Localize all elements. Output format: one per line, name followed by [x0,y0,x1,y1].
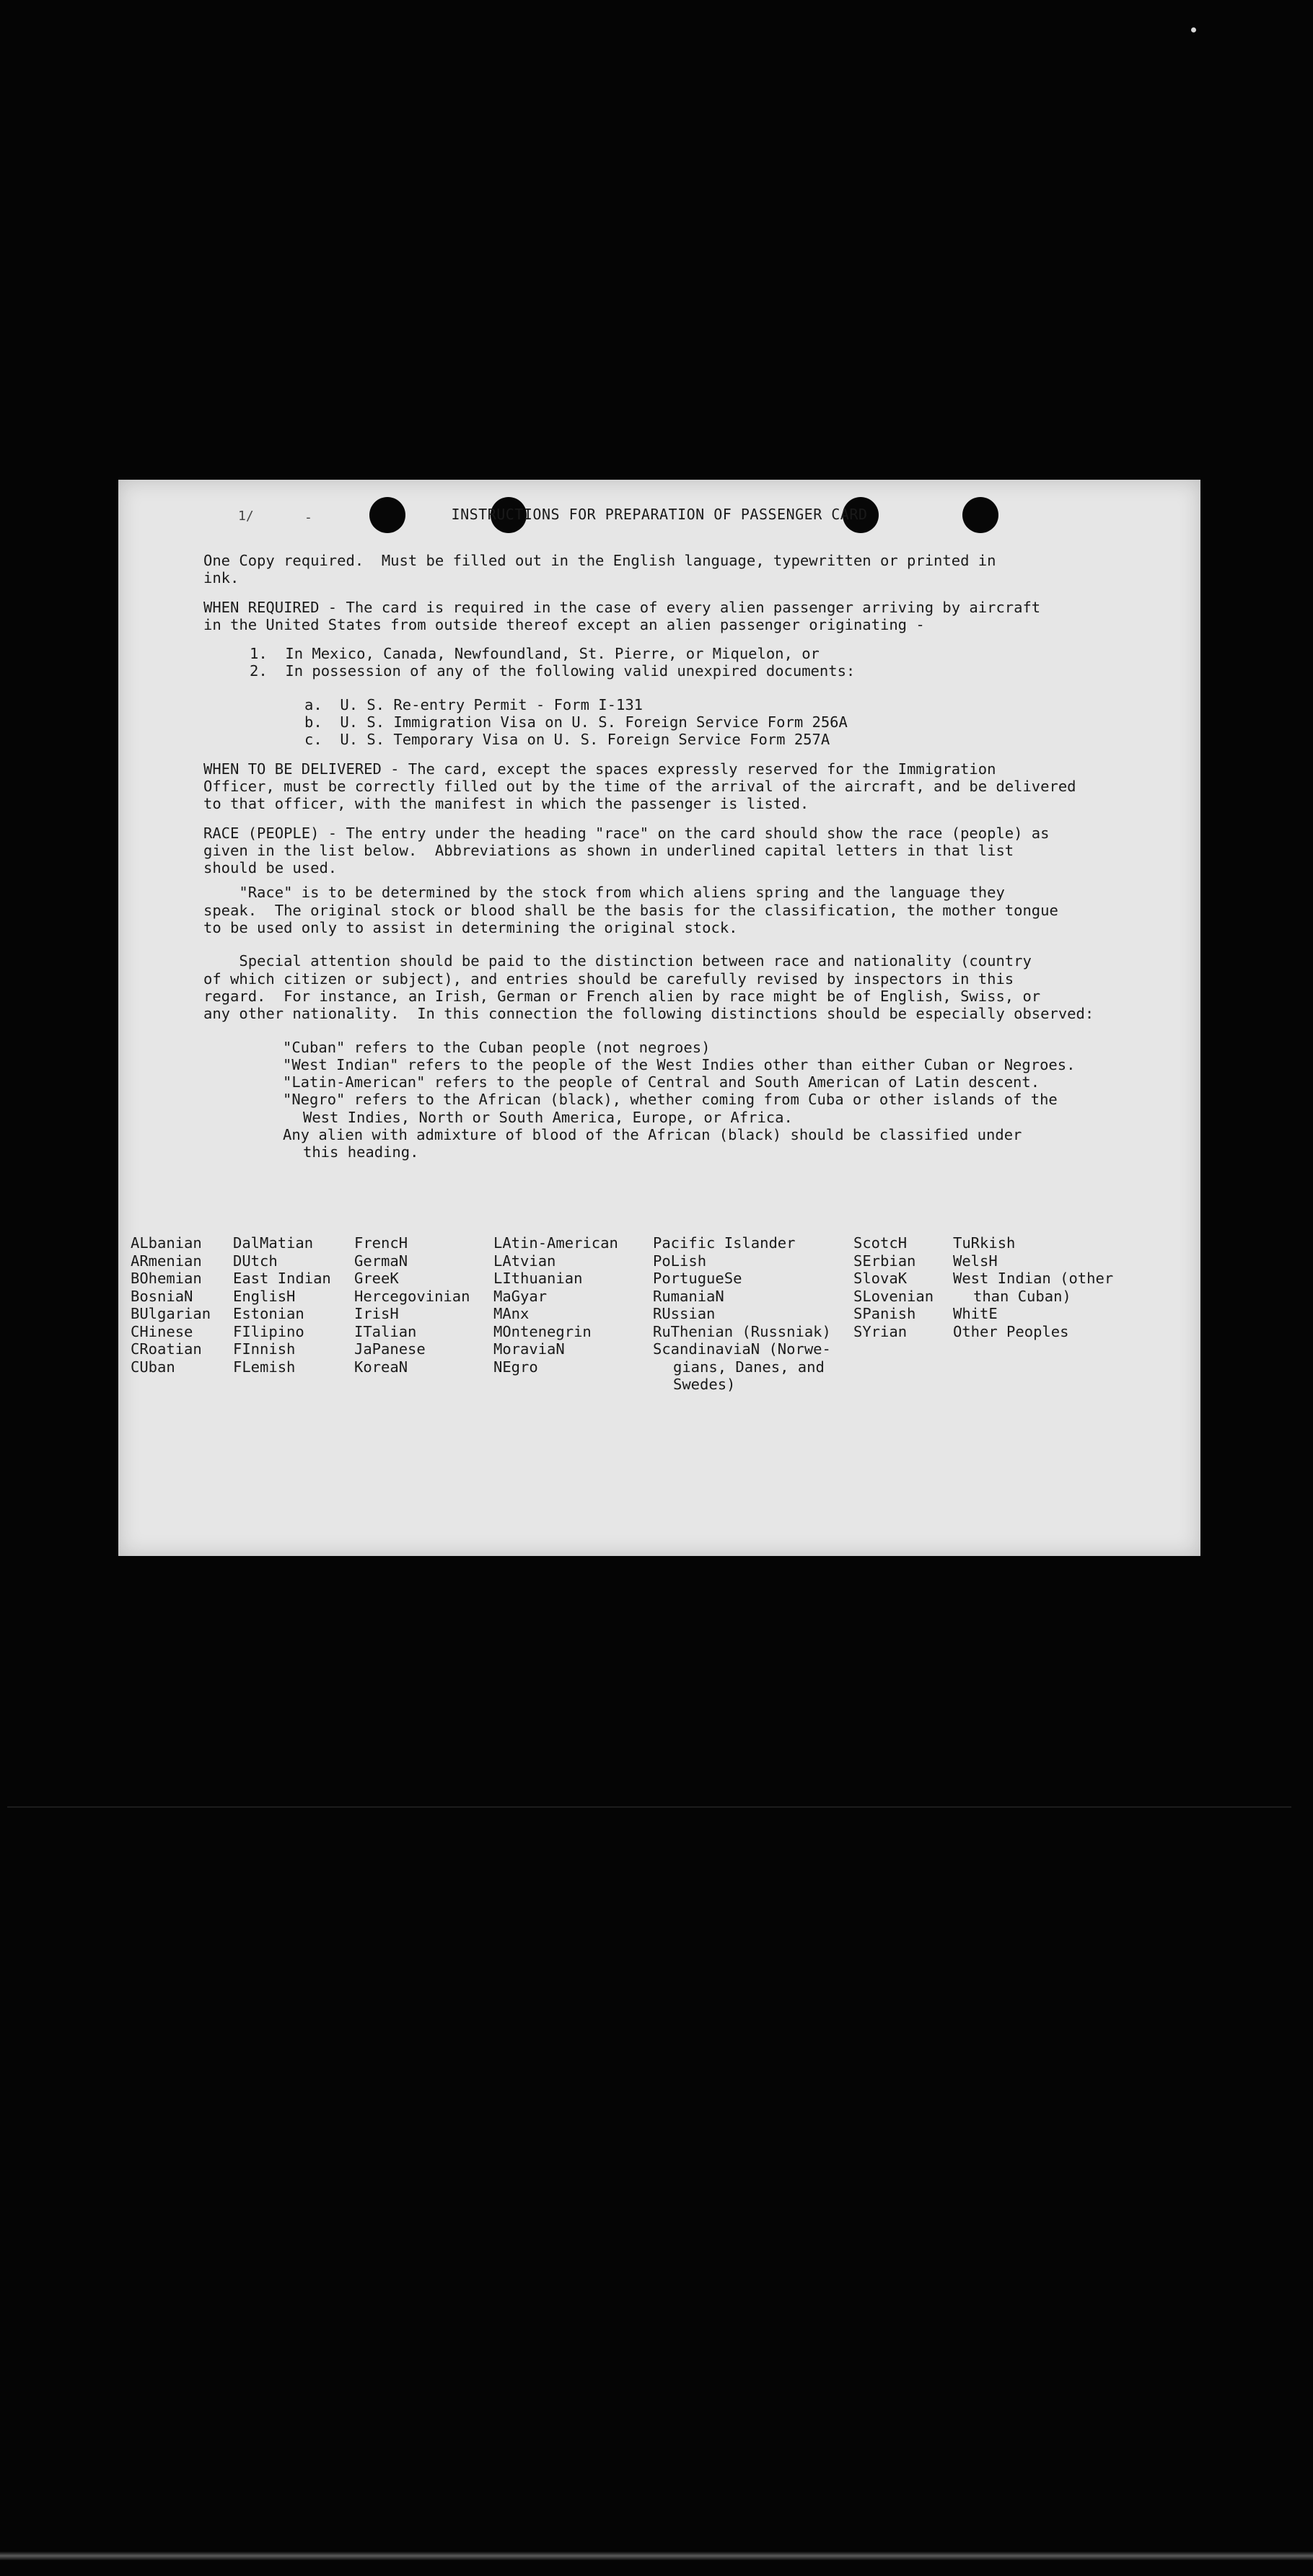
conditions-list [250,645,1163,680]
list-item: a. U. S. Re-entry Permit - Form I-131 [304,695,644,713]
list-item: b. U. S. Immigration Visa on U. S. Foreign Service Form 256A [304,713,848,731]
race-entry: NEgro [493,1358,538,1376]
race-column [493,1234,618,1376]
race-entry: Swedes) [673,1376,736,1393]
definitions-list [283,1039,1163,1161]
race-column [233,1234,331,1376]
race-entry: BosniaN [131,1287,193,1305]
race-entry: SPanish [853,1305,916,1322]
document-title: INSTRUCTIONS FOR PREPARATION OF PASSENGER CARD [451,506,868,523]
race-entry: ARmenian [131,1252,202,1270]
race-entry: Estonian [233,1305,304,1322]
race-list [131,1234,1198,1407]
race-entry: CUban [131,1358,175,1376]
race-entry: FInnish [233,1340,296,1358]
race-entry: FLemish [233,1358,296,1376]
race-stock-paragraph: "Race" is to be determined by the stock from which aliens spring and the language they speak. The original stock or blood shall be the basis for the classification, the mother tongue to be used only to assist in determining the original stock. [203,884,1058,937]
corner-mark: 1/ [238,509,254,524]
race-entry: BOhemian [131,1270,202,1287]
race-entry: SlovaK [853,1270,908,1287]
film-frame-line [7,1806,1291,1808]
race-entry: LIthuanian [493,1270,583,1287]
race-entry: West Indian (other [953,1270,1114,1287]
race-entry: TuRkish [953,1234,1016,1252]
race-entry: ScotcH [853,1234,908,1252]
race-column [653,1234,831,1394]
race-entry: JaPanese [354,1340,426,1358]
corner-mark: - [304,510,312,525]
race-entry: East Indian [233,1270,331,1287]
race-entry: Hercegovinian [354,1287,470,1305]
race-entry: LAtvian [493,1252,556,1270]
race-entry: MOntenegrin [493,1322,592,1340]
race-entry: ALbanian [131,1234,202,1252]
race-entry: WelsH [953,1252,998,1270]
film-edge-strip [0,2551,1313,2560]
race-entry: MAnx [493,1305,530,1322]
definition-line: West Indies, North or South America, Europe, or Africa. [303,1108,793,1126]
intro-paragraph: One Copy required. Must be filled out in the English language, typewritten or printed in ink. [203,552,996,587]
race-entry: SErbian [853,1252,916,1270]
race-entry: FIlipino [233,1322,304,1340]
race-column [953,1234,1113,1340]
when-delivered-paragraph: WHEN TO BE DELIVERED - The card, except the spaces expressly reserved for the Immigration Officer, must be correctly filled out by the time of the arrival of the aircraft, and be delivered to that officer, with the manifest in which the passenger is listed. [203,760,1076,813]
definition-line: "Negro" refers to the African (black), whether coming from Cuba or other islands of the [283,1091,1058,1109]
special-attention-paragraph: Special attention should be paid to the distinction between race and nationality (country of which citizen or subject), and entries should be carefully revised by inspectors in this regard. For instance, an Irish, German or French alien by race might be of English, Swiss, or any other nationality. In this connection the following distinctions should be especially observed: [203,952,1094,1023]
race-entry: CRoatian [131,1340,202,1358]
race-entry: SLovenian [853,1287,934,1305]
race-entry: RumaniaN [653,1287,724,1305]
definition-line: this heading. [303,1143,419,1161]
race-entry: FrencH [354,1234,408,1252]
list-item: 1. In Mexico, Canada, Newfoundland, St. Pierre, or Miquelon, or [250,645,820,663]
list-item: c. U. S. Temporary Visa on U. S. Foreign Service Form 257A [304,731,830,749]
race-entry: SYrian [853,1322,908,1340]
race-entry: than Cuban) [973,1287,1071,1305]
race-entry: MoraviaN [493,1340,565,1358]
race-entry: IrisH [354,1305,399,1322]
race-entry: LAtin-American [493,1234,618,1252]
race-entry: ScandinaviaN (Norwe- [653,1340,831,1358]
race-entry: WhitE [953,1305,998,1322]
race-entry: ITalian [354,1322,417,1340]
race-entry: DalMatian [233,1234,314,1252]
definition-line: "Cuban" refers to the Cuban people (not negroes) [283,1038,711,1056]
document-page [118,480,1200,1556]
definition-line: Any alien with admixture of blood of the African (black) should be classified under [283,1126,1022,1144]
race-column [131,1234,211,1376]
race-entry: RUssian [653,1305,716,1322]
race-entry: PortugueSe [653,1270,742,1287]
definition-line: "Latin-American" refers to the people of Central and South American of Latin descent. [283,1073,1040,1091]
when-required-paragraph: WHEN REQUIRED - The card is required in the case of every alien passenger arriving by aircraft in the United States from outside thereof except an alien passenger originating - [203,598,1041,633]
race-entry: KoreaN [354,1358,408,1376]
race-entry: CHinese [131,1322,193,1340]
race-entry: Pacific Islander [653,1234,796,1252]
race-column [853,1234,934,1340]
scan-speck [1191,27,1196,32]
race-people-paragraph: RACE (PEOPLE) - The entry under the heading "race" on the card should show the race (people) as given in the list below. Abbreviations as shown in underlined capital letters in that list should be used. [203,824,1050,877]
race-entry: EnglisH [233,1287,296,1305]
race-entry: GermaN [354,1252,408,1270]
race-entry: BUlgarian [131,1305,211,1322]
race-entry: MaGyar [493,1287,548,1305]
definition-line: "West Indian" refers to the people of the West Indies other than either Cuban or Negroes. [283,1055,1076,1073]
list-item: 2. In possession of any of the following valid unexpired documents: [250,662,856,680]
race-entry: gians, Danes, and [673,1358,825,1376]
documents-list [304,696,1163,749]
race-entry: DUtch [233,1252,278,1270]
race-entry: GreeK [354,1270,399,1287]
race-entry: PoLish [653,1252,707,1270]
race-entry: Other Peoples [953,1322,1069,1340]
document-body [203,552,1163,1161]
race-entry: RuThenian (Russniak) [653,1322,831,1340]
race-column [354,1234,470,1376]
